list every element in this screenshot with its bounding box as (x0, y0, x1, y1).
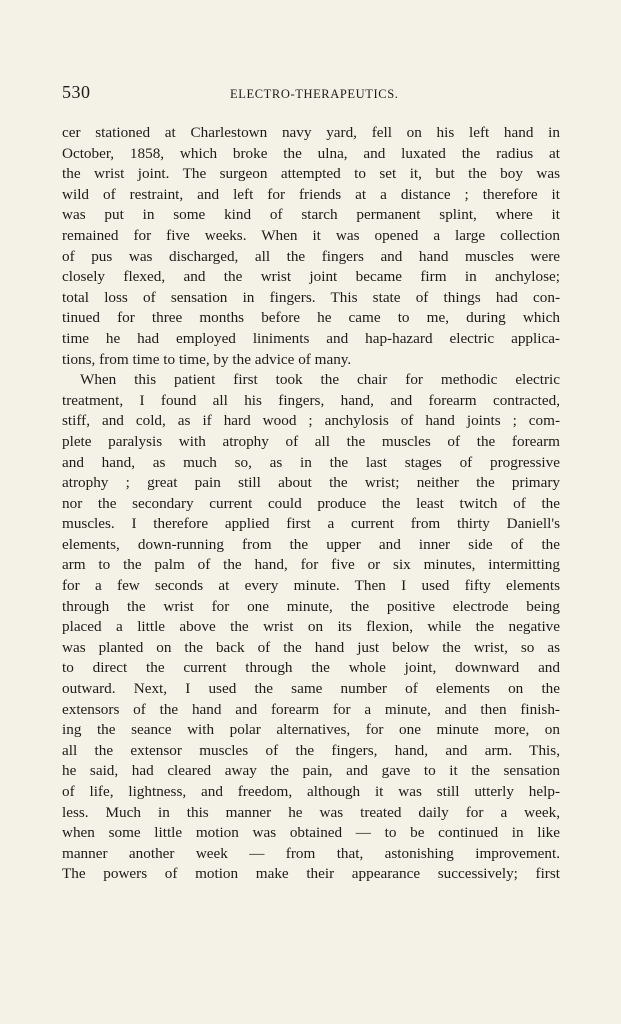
text-line: total loss of sensation in fingers. This state of things had con- (62, 288, 560, 306)
text-line: placed a little above the wrist on its flexion, while the negative (62, 618, 560, 636)
text-line: October, 1858, which broke the ulna, and luxated the radius at (62, 144, 560, 162)
text-line: manner another week — from that, astonishing improvement. (62, 844, 560, 862)
body-text (62, 123, 560, 885)
text-line: was planted on the back of the hand just below the wrist, so as (62, 638, 560, 656)
text-line: elements, down-running from the upper and inner side of the (62, 535, 560, 553)
text-line: nor the secondary current could produce the least twitch of the (62, 494, 560, 512)
text-line: ing the seance with polar alternatives, for one minute more, on (62, 721, 560, 739)
page-number: 530 (62, 82, 91, 102)
text-line: for a few seconds at every minute. Then I used fifty elements (62, 577, 560, 595)
text-line: to direct the current through the whole joint, downward and (62, 659, 560, 677)
text-line: extensors of the hand and forearm for a minute, and then finish- (62, 700, 560, 718)
running-head: ELECTRO-THERAPEUTICS. (230, 87, 399, 101)
text-line: treatment, I found all his fingers, hand, and forearm contracted, (62, 391, 560, 409)
text-line: less. Much in this manner he was treated daily for a week, (62, 803, 560, 821)
text-line: outward. Next, I used the same number of elements on the (62, 680, 560, 698)
text-line: closely flexed, and the wrist joint became firm in anchylose; (62, 268, 560, 286)
text-line: and hand, as much so, as in the last stages of progressive (62, 453, 560, 471)
text-line: was put in some kind of starch permanent splint, where it (62, 206, 560, 224)
text-line: When this patient first took the chair for methodic electric (80, 371, 560, 389)
text-line: through the wrist for one minute, the positive electrode being (62, 597, 560, 615)
page-header (62, 82, 560, 106)
text-line: tions, from time to time, by the advice of many. (62, 350, 352, 368)
text-line: he said, had cleared away the pain, and gave to it the sensation (62, 762, 560, 780)
text-line: cer stationed at Charlestown navy yard, fell on his left hand in (62, 124, 560, 141)
text-line: atrophy ; great pain still about the wrist; neither the primary (62, 474, 560, 492)
text-line: stiff, and cold, as if hard wood ; anchylosis of hand joints ; com- (62, 412, 560, 430)
text-line: tinued for three months before he came to me, during which (62, 309, 560, 327)
text-line: remained for five weeks. When it was opened a large collection (62, 226, 560, 244)
text-line: wild of restraint, and left for friends at a distance ; therefore it (62, 185, 560, 203)
text-line: plete paralysis with atrophy of all the muscles of the forearm (62, 432, 560, 450)
text-line: time he had employed liniments and hap-hazard electric applica- (62, 329, 560, 347)
text-line: of life, lightness, and freedom, although it was still utterly help- (62, 783, 560, 800)
text-line: of pus was discharged, all the fingers and hand muscles were (62, 247, 560, 265)
text-line: the wrist joint. The surgeon attempted to set it, but the boy was (62, 165, 560, 183)
text-line: arm to the palm of the hand, for five or six minutes, intermitting (62, 556, 560, 574)
text-line: The powers of motion make their appearance successively; first (62, 865, 560, 883)
text-line: muscles. I therefore applied first a current from thirty Daniell's (62, 515, 560, 533)
text-line: when some little motion was obtained — to be continued in like (62, 824, 560, 842)
text-line: all the extensor muscles of the fingers, hand, and arm. This, (62, 741, 560, 759)
